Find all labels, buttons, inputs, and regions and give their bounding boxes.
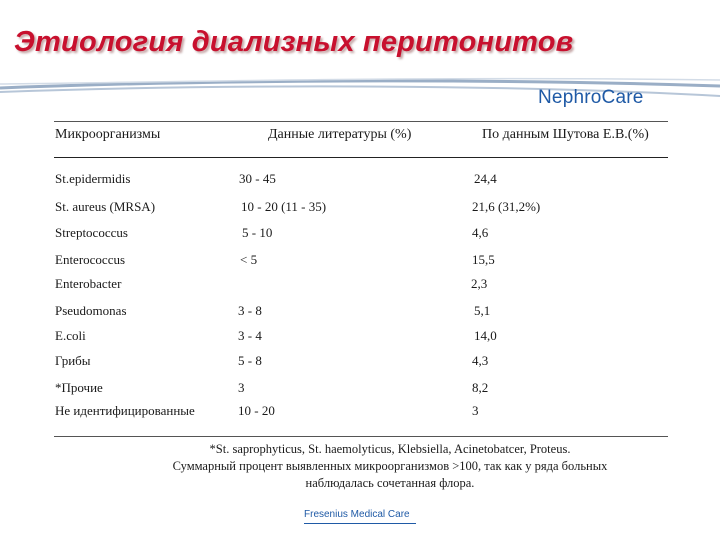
organism-cell: Pseudomonas xyxy=(55,303,127,318)
shutov-cell: 2,3 xyxy=(471,276,488,291)
table-row xyxy=(0,380,720,400)
organism-cell: Enterococcus xyxy=(55,252,126,267)
shutov-cell: 4,3 xyxy=(472,353,489,368)
literature-cell: 5 - 10 xyxy=(242,225,273,240)
table-row xyxy=(0,353,720,373)
fresenius-logo-underline xyxy=(304,523,416,524)
literature-cell: 3 xyxy=(238,380,245,395)
shutov-cell: 24,4 xyxy=(474,171,497,186)
table-top-rule xyxy=(54,121,668,122)
table-row xyxy=(0,225,720,245)
fresenius-logo: Fresenius Medical Care xyxy=(304,509,410,520)
literature-cell: 10 - 20 (11 - 35) xyxy=(241,199,327,214)
table-row xyxy=(0,199,720,219)
header-bottom-rule xyxy=(54,157,668,158)
organism-cell: Streptococcus xyxy=(55,225,128,240)
shutov-cell: 8,2 xyxy=(472,380,489,395)
organism-cell: E.coli xyxy=(55,328,86,343)
slide-title: Этиология диализных перитонитов xyxy=(14,26,574,58)
literature-cell: 3 - 8 xyxy=(238,303,262,318)
footnote-line: наблюдалась сочетанная флора. xyxy=(305,476,475,490)
table-bottom-rule xyxy=(54,436,668,437)
organism-cell: *Прочие xyxy=(55,380,103,395)
shutov-cell: 21,6 (31,2%) xyxy=(472,199,541,214)
footnote-line: *St. saprophyticus, St. haemolyticus, Klebsiella, Acinetobatcer, Proteus. xyxy=(209,442,571,456)
shutov-cell: 3 xyxy=(472,403,479,418)
organism-cell: Не идентифицированные xyxy=(55,403,195,418)
organism-cell: Грибы xyxy=(55,353,91,368)
organism-cell: Enterobacter xyxy=(55,276,122,291)
table-row xyxy=(0,403,720,423)
shutov-cell: 14,0 xyxy=(474,328,497,343)
table-row xyxy=(0,328,720,348)
shutov-cell: 5,1 xyxy=(474,303,491,318)
literature-cell: 10 - 20 xyxy=(238,403,275,418)
nephrocare-logo xyxy=(538,87,644,109)
organism-cell: St. aureus (MRSA) xyxy=(55,199,156,214)
literature-cell: 30 - 45 xyxy=(239,171,276,186)
table-row xyxy=(0,276,720,296)
table-row xyxy=(0,252,720,272)
logo-nephro: Nephro xyxy=(538,87,602,108)
footnote-line: Суммарный процент выявленных микроорганизмов >100, так как у ряда больных xyxy=(172,459,608,473)
table-row xyxy=(0,171,720,191)
table-row xyxy=(0,303,720,323)
literature-cell: < 5 xyxy=(240,252,258,267)
literature-cell: 3 - 4 xyxy=(238,328,262,343)
logo-care: Care xyxy=(601,87,644,108)
organism-cell: St.epidermidis xyxy=(55,171,131,186)
shutov-cell: 4,6 xyxy=(472,225,489,240)
shutov-cell: 15,5 xyxy=(472,252,495,267)
header-organisms: Микроорганизмы xyxy=(55,127,161,142)
header-shutov: По данным Шутова Е.В.(%) xyxy=(482,127,649,142)
header-literature: Данные литературы (%) xyxy=(268,127,412,142)
literature-cell: 5 - 8 xyxy=(238,353,262,368)
